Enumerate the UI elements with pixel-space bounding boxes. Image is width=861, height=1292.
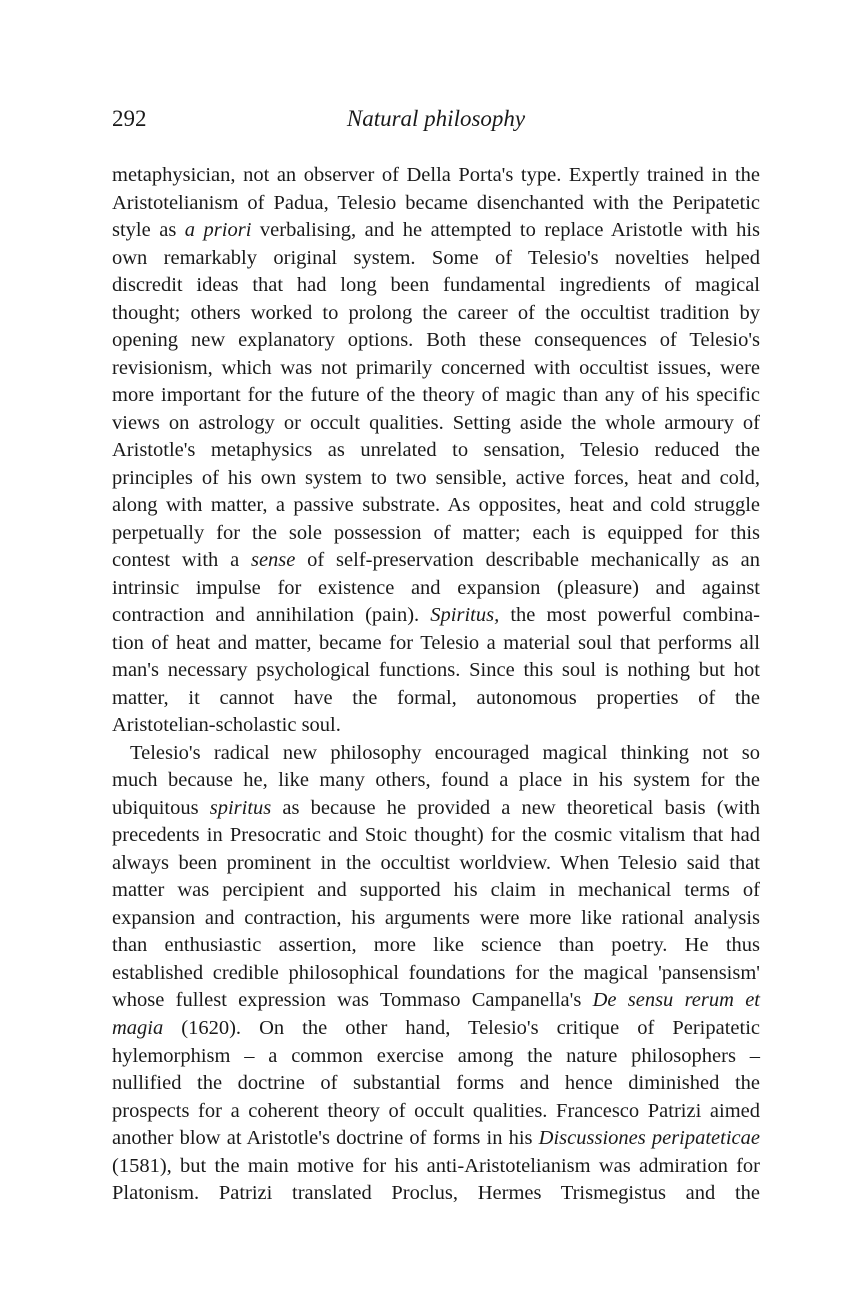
italic-text: spiritus — [209, 796, 272, 819]
text-segment: (1581), but the main motive for his anti-Aristotelianism was admiration for — [112, 1154, 760, 1177]
text-segment: Aristotelian-scholastic soul. — [112, 714, 341, 737]
text-segment: revisionism, which was not primarily concerned with occultist issues, were — [112, 356, 760, 379]
text-line — [112, 1180, 760, 1208]
italic-text: magia — [112, 1016, 164, 1039]
running-head — [112, 106, 760, 140]
text-segment: along with matter, a passive substrate. As opposites, heat and cold struggle — [112, 494, 760, 517]
text-segment: than enthusiastic assertion, more like science than poetry. He thus — [112, 934, 760, 957]
text-segment: ubiquitous — [112, 796, 210, 819]
text-line — [112, 850, 760, 878]
text-segment: more important for the future of the theory of magic than any of his specific — [112, 384, 760, 407]
text-segment: hylemorphism – a common exercise among the nature philosophers – — [112, 1044, 760, 1067]
text-line — [112, 190, 760, 218]
text-line — [112, 520, 760, 548]
text-segment: views on astrology or occult qualities. Setting aside the whole armoury of — [112, 411, 760, 434]
text-segment: contest with a — [112, 549, 251, 572]
text-segment: own remarkably original system. Some of Telesio's novelties helped — [112, 246, 760, 269]
text-segment: matter was percipient and supported his claim in mechanical terms of — [112, 879, 760, 902]
text-line — [112, 767, 760, 795]
text-line — [112, 630, 760, 658]
text-line — [112, 960, 760, 988]
text-segment: style as — [112, 219, 185, 242]
text-line — [112, 272, 760, 300]
text-line — [112, 657, 760, 685]
text-line — [112, 712, 760, 740]
text-line — [112, 327, 760, 355]
text-segment: (1620). On the other hand, Telesio's critique of Peripatetic — [163, 1016, 760, 1039]
running-title: Natural philosophy — [346, 106, 526, 131]
italic-text: De sensu rerum et — [592, 989, 760, 1012]
text-line — [112, 437, 760, 465]
text-line — [112, 1125, 760, 1153]
text-segment: nullified the doctrine of substantial forms and hence diminished the — [112, 1072, 760, 1095]
text-line — [112, 410, 760, 438]
text-segment: principles of his own system to two sensible, active forces, heat and cold, — [112, 466, 760, 489]
text-segment: Aristotle's metaphysics as unrelated to sensation, Telesio reduced the — [112, 439, 760, 462]
page-number: 292 — [112, 106, 147, 131]
text-line — [112, 740, 760, 768]
text-line — [112, 905, 760, 933]
text-segment: intrinsic impulse for existence and expansion (pleasure) and against — [112, 576, 760, 599]
text-segment: contraction and annihilation (pain). — [112, 604, 431, 627]
text-segment: opening new explanatory options. Both these consequences of Telesio's — [112, 329, 760, 352]
text-segment: prospects for a coherent theory of occult qualities. Francesco Patrizi aimed — [112, 1099, 760, 1122]
italic-text: sense — [250, 549, 296, 572]
text-line — [112, 1015, 760, 1043]
text-segment: established credible philosophical foundations for the magical 'pansensism' — [112, 961, 760, 984]
text-line — [112, 465, 760, 493]
text-line — [112, 1043, 760, 1071]
text-line — [112, 987, 760, 1015]
text-segment: Aristotelianism of Padua, Telesio became disenchanted with the Peripatetic — [112, 191, 760, 214]
text-segment: matter, it cannot have the formal, autonomous properties of the — [112, 686, 760, 709]
text-segment: verbalising, and he attempted to replace Aristotle with his — [251, 219, 760, 242]
text-line — [112, 685, 760, 713]
body-text — [112, 162, 760, 1208]
text-line — [112, 1070, 760, 1098]
text-line — [112, 932, 760, 960]
text-segment: Telesio's radical new philosophy encouraged magical thinking not so — [130, 741, 760, 764]
text-line — [112, 300, 760, 328]
text-line — [112, 877, 760, 905]
text-segment: metaphysician, not an observer of Della Porta's type. Expertly trained in the — [112, 164, 760, 186]
text-line — [112, 245, 760, 273]
text-line — [112, 795, 760, 823]
text-segment: discredit ideas that had long been fundamental ingredients of magical — [112, 274, 760, 297]
text-line — [112, 162, 760, 190]
text-segment: always been prominent in the occultist worldview. When Telesio said that — [112, 851, 760, 874]
text-segment: Platonism. Patrizi translated Proclus, Hermes Trismegistus and the — [112, 1182, 760, 1205]
text-line — [112, 822, 760, 850]
italic-text: a priori — [184, 219, 252, 242]
text-segment: expansion and contraction, his arguments were more like rational analysis — [112, 906, 760, 929]
text-segment: as because he provided a new theoretical basis (with — [271, 796, 760, 819]
text-segment: tion of heat and matter, became for Telesio a material soul that performs all — [112, 631, 760, 654]
text-line — [112, 602, 760, 630]
text-segment: much because he, like many others, found a place in his system for the — [112, 769, 760, 792]
text-line — [112, 492, 760, 520]
text-segment: man's necessary psychological functions. Since this soul is nothing but hot — [112, 659, 760, 682]
text-segment: another blow at Aristotle's doctrine of forms in his — [112, 1127, 539, 1150]
italic-text: Spiritus, — [430, 604, 500, 627]
text-line — [112, 355, 760, 383]
text-segment: the most powerful combina- — [499, 604, 760, 627]
text-line — [112, 382, 760, 410]
text-line — [112, 575, 760, 603]
text-line — [112, 1153, 760, 1181]
text-segment: precedents in Presocratic and Stoic thought) for the cosmic vitalism that had — [112, 824, 760, 847]
text-line — [112, 1098, 760, 1126]
text-segment: whose fullest expression was Tommaso Campanella's — [112, 989, 593, 1012]
text-segment: thought; others worked to prolong the career of the occultist tradition by — [112, 301, 760, 324]
text-segment: of self-preservation describable mechanically as an — [295, 549, 760, 572]
text-segment: perpetually for the sole possession of matter; each is equipped for this — [112, 521, 760, 544]
italic-text: Discussiones peripateticae — [538, 1127, 760, 1150]
text-line — [112, 217, 760, 245]
text-line — [112, 547, 760, 575]
